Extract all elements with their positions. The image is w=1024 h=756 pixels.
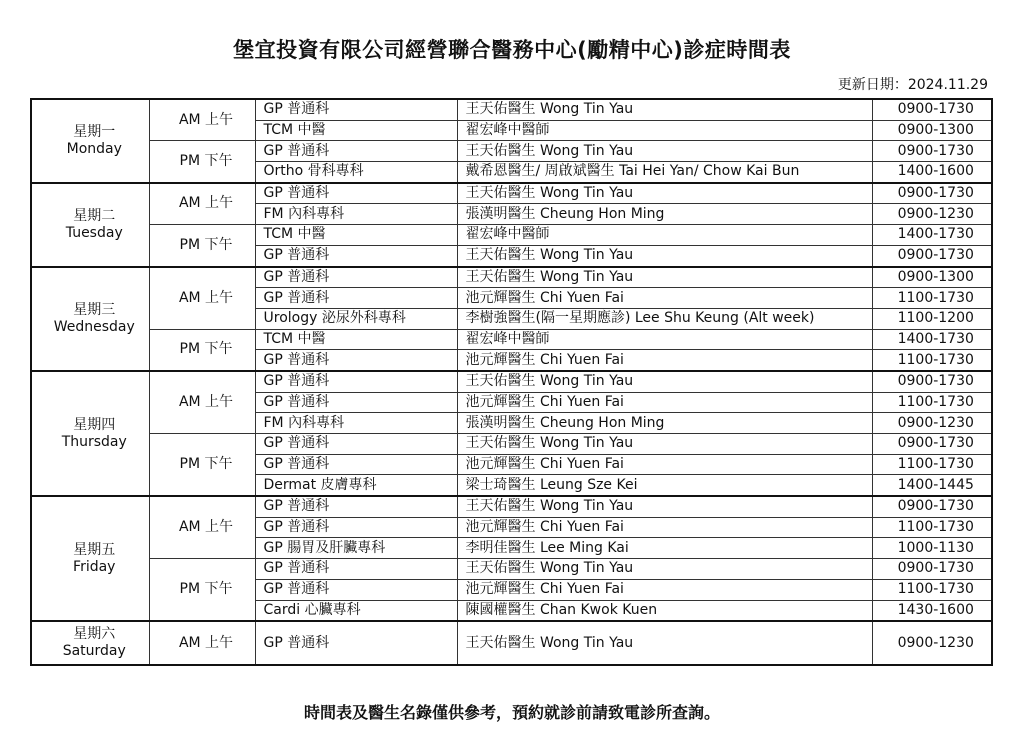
- doctor-cell: 池元輝醫生 Chi Yuen Fai: [457, 350, 872, 371]
- day-en-label: Monday: [66, 140, 122, 157]
- time-cell: 0900-1730: [872, 496, 992, 517]
- doctor-cell: 張漢明醫生 Cheung Hon Ming: [457, 204, 872, 225]
- specialty-cell: GP 普通科: [255, 496, 457, 517]
- time-cell: 1000-1130: [872, 538, 992, 559]
- doctor-cell: 戴希恩醫生/ 周啟斌醫生 Tai Hei Yan/ Chow Kai Bun: [457, 162, 872, 183]
- specialty-cell: GP 普通科: [255, 517, 457, 538]
- schedule-row: [31, 434, 992, 455]
- page-title: 堡宜投資有限公司經營聯合醫務中心(勵精中心)診症時間表: [233, 38, 791, 62]
- time-cell: 0900-1730: [872, 141, 992, 162]
- day-en-label: Saturday: [62, 643, 126, 660]
- schedule-body: [31, 99, 992, 665]
- day-cell: [31, 267, 149, 371]
- doctor-cell: 王天佑醫生 Wong Tin Yau: [457, 141, 872, 162]
- day-cell: [31, 496, 149, 621]
- day-zh-label: 星期二: [73, 207, 116, 224]
- day-en-label: Wednesday: [53, 318, 135, 335]
- schedule-row: [31, 371, 992, 392]
- time-cell: 0900-1230: [872, 413, 992, 434]
- doctor-cell: 翟宏峰中醫師: [457, 225, 872, 246]
- time-cell: 0900-1730: [872, 371, 992, 392]
- doctor-cell: 王天佑醫生 Wong Tin Yau: [457, 183, 872, 204]
- schedule-row: [31, 267, 992, 288]
- time-cell: 0900-1730: [872, 559, 992, 580]
- specialty-cell: FM 內科專科: [255, 204, 457, 225]
- doctor-cell: 梁士琦醫生 Leung Sze Kei: [457, 475, 872, 496]
- specialty-cell: GP 普通科: [255, 621, 457, 665]
- doctor-cell: 池元輝醫生 Chi Yuen Fai: [457, 517, 872, 538]
- specialty-cell: GP 普通科: [255, 579, 457, 600]
- footer-note: 時間表及醫生名錄僅供參考，預約就診前請致電診所查詢。: [303, 703, 720, 722]
- specialty-cell: GP 普通科: [255, 350, 457, 371]
- specialty-cell: GP 普通科: [255, 99, 457, 120]
- period-cell: AM 上午: [149, 496, 255, 559]
- specialty-cell: FM 內科專科: [255, 413, 457, 434]
- period-cell: AM 上午: [149, 183, 255, 225]
- specialty-cell: GP 普通科: [255, 141, 457, 162]
- doctor-cell: 王天佑醫生 Wong Tin Yau: [457, 267, 872, 288]
- specialty-cell: GP 普通科: [255, 267, 457, 288]
- time-cell: 1100-1730: [872, 579, 992, 600]
- schedule-row: [31, 496, 992, 517]
- day-zh-label: 星期三: [73, 301, 116, 318]
- specialty-cell: TCM 中醫: [255, 329, 457, 350]
- specialty-cell: Ortho 骨科專科: [255, 162, 457, 183]
- day-en-label: Thursday: [61, 433, 127, 450]
- specialty-cell: GP 普通科: [255, 454, 457, 475]
- doctor-cell: 王天佑醫生 Wong Tin Yau: [457, 496, 872, 517]
- specialty-cell: GP 普通科: [255, 245, 457, 266]
- doctor-cell: 王天佑醫生 Wong Tin Yau: [457, 621, 872, 665]
- doctor-cell: 池元輝醫生 Chi Yuen Fai: [457, 392, 872, 413]
- time-cell: 0900-1230: [872, 204, 992, 225]
- period-cell: AM 上午: [149, 621, 255, 665]
- time-cell: 0900-1730: [872, 99, 992, 120]
- day-cell: [31, 621, 149, 665]
- period-cell: PM 下午: [149, 329, 255, 371]
- doctor-cell: 池元輝醫生 Chi Yuen Fai: [457, 454, 872, 475]
- updated-date: 更新日期：2024.11.29: [837, 77, 988, 93]
- specialty-cell: TCM 中醫: [255, 120, 457, 141]
- period-cell: PM 下午: [149, 141, 255, 183]
- specialty-cell: GP 普通科: [255, 288, 457, 309]
- specialty-cell: GP 普通科: [255, 559, 457, 580]
- specialty-cell: GP 普通科: [255, 183, 457, 204]
- doctor-cell: 王天佑醫生 Wong Tin Yau: [457, 99, 872, 120]
- doctor-cell: 王天佑醫生 Wong Tin Yau: [457, 245, 872, 266]
- time-cell: 0900-1730: [872, 434, 992, 455]
- schedule-row: [31, 621, 992, 665]
- doctor-cell: 王天佑醫生 Wong Tin Yau: [457, 559, 872, 580]
- doctor-cell: 王天佑醫生 Wong Tin Yau: [457, 434, 872, 455]
- doctor-cell: 李明佳醫生 Lee Ming Kai: [457, 538, 872, 559]
- time-cell: 0900-1730: [872, 245, 992, 266]
- period-cell: AM 上午: [149, 267, 255, 330]
- doctor-cell: 王天佑醫生 Wong Tin Yau: [457, 371, 872, 392]
- time-cell: 1400-1445: [872, 475, 992, 496]
- time-cell: 1400-1730: [872, 225, 992, 246]
- specialty-cell: GP 普通科: [255, 392, 457, 413]
- doctor-cell: 張漢明醫生 Cheung Hon Ming: [457, 413, 872, 434]
- specialty-cell: Cardi 心臟專科: [255, 600, 457, 621]
- schedule-row: [31, 225, 992, 246]
- time-cell: 0900-1300: [872, 120, 992, 141]
- time-cell: 1100-1730: [872, 350, 992, 371]
- time-cell: 1400-1600: [872, 162, 992, 183]
- doctor-cell: 李樹強醫生(隔一星期應診) Lee Shu Keung (Alt week): [457, 308, 872, 329]
- specialty-cell: Dermat 皮膚專科: [255, 475, 457, 496]
- day-zh-label: 星期一: [73, 123, 116, 140]
- day-zh-label: 星期六: [73, 626, 116, 643]
- schedule-row: [31, 99, 992, 120]
- period-cell: PM 下午: [149, 559, 255, 622]
- day-zh-label: 星期四: [73, 416, 116, 433]
- specialty-cell: GP 普通科: [255, 371, 457, 392]
- schedule-row: [31, 329, 992, 350]
- period-cell: AM 上午: [149, 371, 255, 434]
- time-cell: 0900-1300: [872, 267, 992, 288]
- doctor-cell: 翟宏峰中醫師: [457, 329, 872, 350]
- specialty-cell: TCM 中醫: [255, 225, 457, 246]
- specialty-cell: GP 普通科: [255, 434, 457, 455]
- doctor-cell: 翟宏峰中醫師: [457, 120, 872, 141]
- period-cell: PM 下午: [149, 225, 255, 267]
- specialty-cell: GP 腸胃及肝臟專科: [255, 538, 457, 559]
- time-cell: 1100-1200: [872, 308, 992, 329]
- day-cell: [31, 371, 149, 496]
- time-cell: 1100-1730: [872, 517, 992, 538]
- time-cell: 0900-1730: [872, 183, 992, 204]
- doctor-cell: 池元輝醫生 Chi Yuen Fai: [457, 288, 872, 309]
- schedule-table: [30, 98, 993, 666]
- day-cell: [31, 99, 149, 183]
- schedule-row: [31, 141, 992, 162]
- day-en-label: Tuesday: [65, 224, 123, 241]
- time-cell: 1100-1730: [872, 392, 992, 413]
- day-zh-label: 星期五: [73, 541, 116, 558]
- time-cell: 1100-1730: [872, 288, 992, 309]
- time-cell: 1430-1600: [872, 600, 992, 621]
- time-cell: 0900-1230: [872, 621, 992, 665]
- time-cell: 1400-1730: [872, 329, 992, 350]
- schedule-row: [31, 183, 992, 204]
- period-cell: AM 上午: [149, 99, 255, 141]
- doctor-cell: 池元輝醫生 Chi Yuen Fai: [457, 579, 872, 600]
- schedule-row: [31, 559, 992, 580]
- day-en-label: Friday: [73, 558, 116, 575]
- time-cell: 1100-1730: [872, 454, 992, 475]
- specialty-cell: Urology 泌尿外科專科: [255, 308, 457, 329]
- period-cell: PM 下午: [149, 434, 255, 497]
- doctor-cell: 陳國權醫生 Chan Kwok Kuen: [457, 600, 872, 621]
- day-cell: [31, 183, 149, 267]
